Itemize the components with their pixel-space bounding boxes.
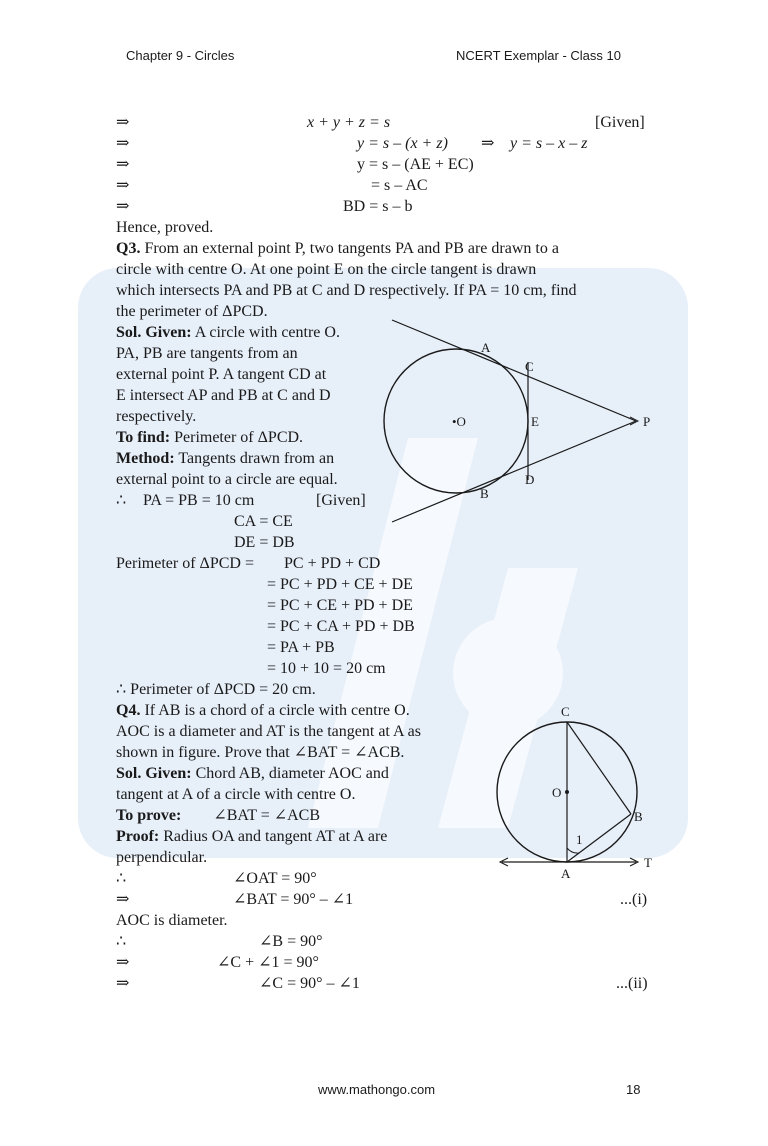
angle-arc	[567, 848, 579, 853]
implies-symbol: ⇒	[116, 114, 130, 131]
solution-given	[116, 323, 340, 343]
equation: = PC + CE + PD + DE	[267, 597, 413, 614]
implies-symbol: ⇒	[116, 954, 130, 971]
label-a: A	[561, 866, 571, 881]
equation: y = s – (x + z)	[357, 135, 448, 152]
equation: CA = CE	[234, 513, 293, 530]
footer-website: www.mathongo.com	[318, 1082, 436, 1097]
equation: ∠BAT = 90° – ∠1	[233, 891, 354, 908]
equation: y = s – x – z	[510, 135, 588, 152]
arrow-head	[630, 417, 638, 425]
label-o: •O	[452, 414, 466, 429]
equation: = PC + CA + PD + DB	[267, 618, 415, 635]
solution-label: Sol. Given:	[116, 324, 192, 341]
perimeter-lhs: Perimeter of ΔPCD =	[116, 555, 254, 572]
to-prove-label: To prove:	[116, 807, 182, 824]
question-label: Q4.	[116, 702, 141, 719]
chapter-title: Chapter 9 - Circles	[126, 48, 235, 63]
equation: x + y + z = s	[307, 114, 391, 131]
question-3-line-1	[116, 239, 559, 259]
solution-label: Sol. Given:	[116, 765, 192, 782]
implies-symbol: ⇒	[481, 135, 495, 152]
equation: ∠B = 90°	[259, 933, 323, 950]
equation-tag: ...(i)	[620, 891, 648, 908]
implies-symbol: ⇒	[116, 891, 130, 908]
given-text: A circle with centre O.	[194, 324, 340, 341]
therefore-symbol: ∴	[116, 492, 127, 509]
equation: ∠C + ∠1 = 90°	[217, 954, 319, 971]
question-3-line-4: the perimeter of ΔPCD.	[116, 303, 268, 320]
question-text: If AB is a chord of a circle with centre O.	[144, 702, 410, 719]
equation: BD = s – b	[343, 198, 413, 215]
implies-symbol: ⇒	[116, 177, 130, 194]
question-3-line-3: which intersects PA and PB at C and D respectively. If PA = 10 cm, find	[116, 282, 577, 299]
method	[116, 449, 334, 469]
equation: DE = DB	[234, 534, 295, 551]
proof-line: perpendicular.	[116, 849, 208, 866]
proof-text: Radius OA and tangent AT at A are	[163, 828, 388, 845]
label-p: P	[643, 414, 651, 429]
label-t: T	[644, 855, 652, 870]
proof-label: Proof:	[116, 828, 160, 845]
therefore-symbol: ∴	[116, 933, 127, 950]
equation: = 10 + 10 = 20 cm	[267, 660, 386, 677]
equation: y = s – (AE + EC)	[357, 156, 474, 173]
question-4-line-2: AOC is a diameter and AT is the tangent at A as	[116, 723, 421, 740]
conclusion: ∴ Perimeter of ΔPCD = 20 cm.	[116, 681, 316, 698]
to-find-label: To find:	[116, 429, 171, 446]
given-line: E intersect AP and PB at C and D	[116, 387, 331, 404]
implies-symbol: ⇒	[116, 198, 130, 215]
label-c: C	[561, 704, 570, 719]
book-title: NCERT Exemplar - Class 10	[456, 48, 621, 63]
implies-symbol: ⇒	[116, 975, 130, 992]
implies-symbol: ⇒	[116, 135, 130, 152]
tangent-pa	[392, 320, 636, 421]
label-angle: 1	[576, 832, 583, 847]
equation-tag: ...(ii)	[616, 975, 648, 992]
question-4-line-1	[116, 701, 410, 721]
question-text: From an external point P, two tangents PA and PB are drawn to a	[144, 240, 559, 257]
equation: = PA + PB	[267, 639, 335, 656]
equation: PA = PB = 10 cm	[143, 492, 255, 509]
chord-figure	[494, 700, 674, 885]
label-o: O	[552, 785, 562, 800]
equation: ∠OAT = 90°	[233, 870, 317, 887]
equation: = s – AC	[371, 177, 428, 194]
page-number: 18	[626, 1082, 641, 1097]
chord-cb	[567, 722, 631, 814]
equation: ∠C = 90° – ∠1	[259, 975, 360, 992]
label-e: E	[531, 414, 539, 429]
given-line: respectively.	[116, 408, 197, 425]
label-a: A	[481, 340, 491, 355]
label-c: C	[525, 359, 534, 374]
given-text: Chord AB, diameter AOC and	[195, 765, 389, 782]
question-label: Q3.	[116, 240, 141, 257]
centre-dot	[565, 790, 569, 794]
statement: AOC is diameter.	[116, 912, 228, 929]
hence-proved: Hence, proved.	[116, 219, 214, 236]
given-line: tangent at A of a circle with centre O.	[116, 786, 356, 803]
reason-tag: [Given]	[316, 492, 366, 509]
to-prove-text: ∠BAT = ∠ACB	[213, 807, 321, 824]
method-line: external point to a circle are equal.	[116, 471, 338, 488]
method-text: Tangents drawn from an	[178, 450, 335, 467]
reason-tag: [Given]	[595, 114, 645, 131]
tangent-pb	[392, 421, 636, 522]
given-line: external point P. A tangent CD at	[116, 366, 327, 383]
implies-symbol: ⇒	[116, 156, 130, 173]
label-b: B	[480, 486, 489, 501]
question-3-line-2: circle with centre O. At one point E on the circle tangent is drawn	[116, 261, 537, 278]
to-prove	[116, 806, 320, 826]
equation: PC + PD + CD	[284, 555, 381, 572]
method-label: Method:	[116, 450, 175, 467]
proof	[116, 827, 387, 847]
label-b: B	[634, 809, 643, 824]
therefore-symbol: ∴	[116, 870, 127, 887]
equation: = PC + PD + CE + DE	[267, 576, 413, 593]
question-4-line-3: shown in figure. Prove that ∠BAT = ∠ACB.	[116, 744, 405, 761]
solution-given	[116, 764, 389, 784]
to-find-text: Perimeter of ΔPCD.	[174, 429, 304, 446]
given-line: PA, PB are tangents from an	[116, 345, 298, 362]
tangent-figure	[380, 318, 660, 528]
to-find	[116, 428, 303, 448]
label-d: D	[525, 472, 535, 487]
